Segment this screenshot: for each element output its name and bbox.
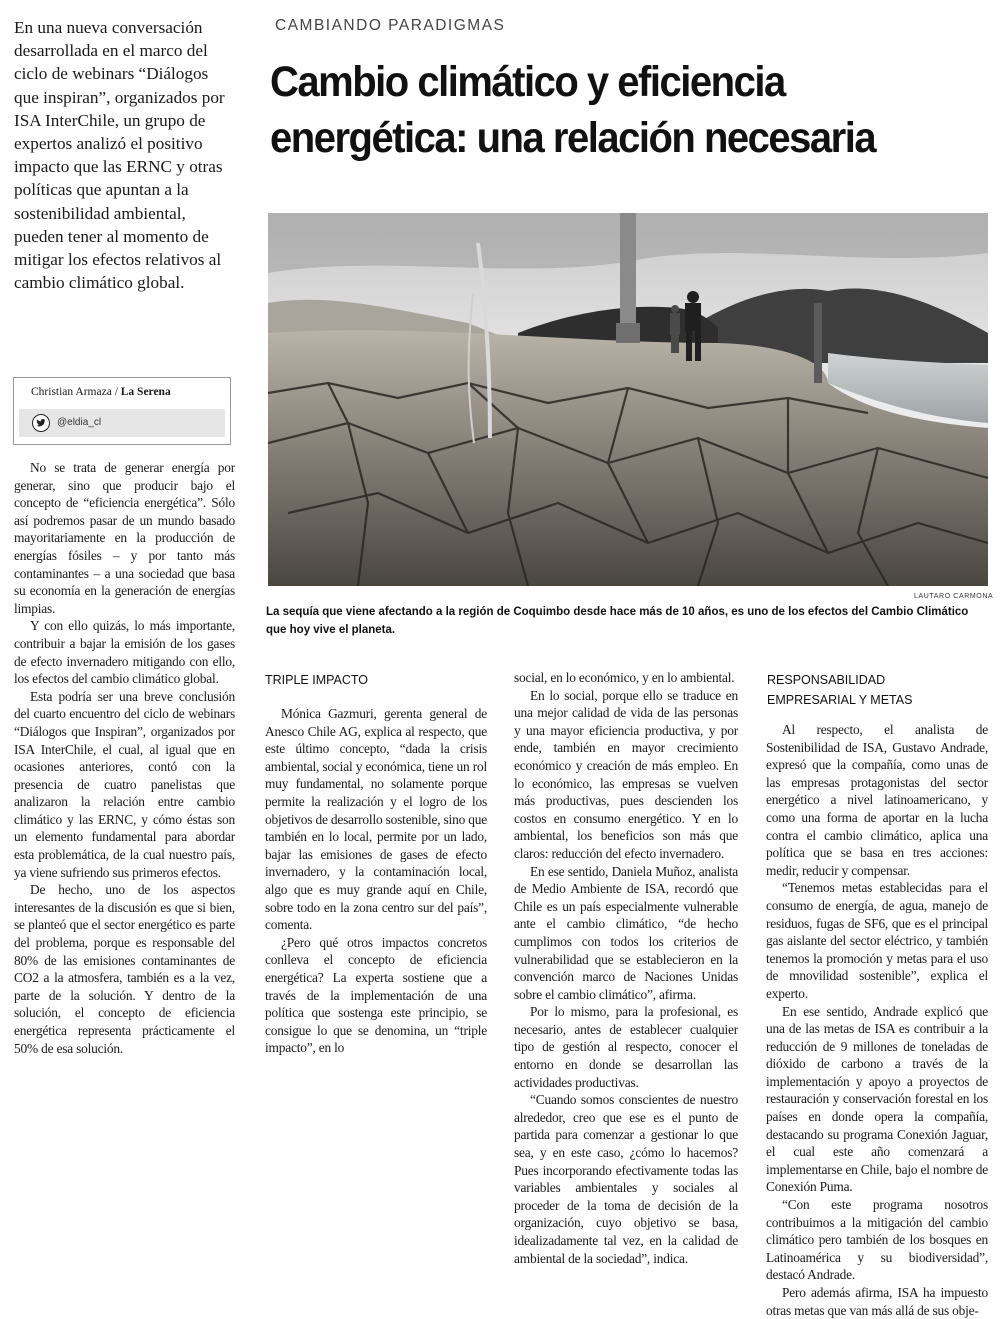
subhead-line: EMPRESARIAL Y METAS [767,693,913,707]
author-name: Christian Armaza [31,386,112,398]
subhead-triple-impacto: TRIPLE IMPACTO [265,673,369,687]
drought-landscape-image [268,213,988,586]
paragraph: Esta podría ser una breve conclusión del cuarto encuentro del ciclo de webinars “Diálogos que Inspiran”, organizados por ISA InterChile, el cual, al igual que en ocasiones anteriores, contó con la presencia de cuatro panelistas que analizaron la relación entre cambio climático y las ERNC, y cómo éstas son un elemento fundamental para abordar esta problemática, de la cual nuestro país, ya viene sufriendo sus primeros efectos. [14,688,235,880]
headline: Cambio climático y eficiencia energética: una relación necesaria [270,58,876,162]
paragraph: “Cuando somos conscientes de nuestro alrededor, creo que ese es el punto de partida para comenzar a gestionar lo que sea, y en este caso, ¿cómo lo hacemos? Pues incorporando efectivamente todas las variables ambientales y sociales al proceder de la toma de decisión de la organización, cuyo objetivo se basa, idealizadamente tal vez, en la calidad de ambiental de la sociedad”, indica. [514,1092,738,1266]
subhead-line: RESPONSABILIDAD [767,673,886,687]
paragraph: Y con ello quizás, lo más importante, contribuir a bajar la emisión de los gases de efecto invernadero mitigando con ello, los efectos del cambio climático global. [14,618,235,687]
byline-author [14,378,230,399]
twitter-handle[interactable]: @eldia_cl [57,417,102,428]
paragraph: “Tenemos metas establecidas para el consumo de energía, de agua, manejo de residuos, fugas de SF6, que es el principal gas aislante del sector eléctrico, y también tenemos la promoción y metas para el uso de mnovilidad sostenible”, explica el experto. [766,880,988,1001]
paragraph: Por lo mismo, para la profesional, es necesario, antes de establecer cualquier tipo de gestión al respecto, conocer el entorno en donde se desarrollan las actividades productivas. [514,1004,738,1090]
intro-text: En una nueva conversación desarrollada en el marco del ciclo de webinars “Diálogos que inspiran”, organizados por ISA InterChile, un grupo de expertos analizó el positivo impacto que las ERNC y otras políticas que apuntan a la sostenibilidad ambiental, pueden tener al momento de mitigar los efectos relativos al cambio climático global. [14,18,225,293]
paragraph: ¿Pero qué otros impactos concretos conlleva el concepto de eficiencia energética? La experta sostiene que a través de la implementación de una política que sostenga este principio, se consigue lo que se denomina, un “triple impacto”, en lo [265,934,487,1056]
paragraph: “Con este programa nosotros contribuimos a la mitigación del cambio climático pero también de los bosques en Latinoamérica y su biodiversidad”, destacó Andrade. [766,1197,988,1283]
author-location: La Serena [120,386,171,398]
article-column-3 [514,669,738,1267]
byline-separator: / [111,386,121,398]
section-kicker: CAMBIANDO PARADIGMAS [275,17,506,34]
byline-box [13,377,231,445]
paragraph: No se trata de generar energía por generar, sino que producir bajo el concepto de “eficiencia energética”. Sólo así podremos pasar de un mundo basado mayoritariamente en la producción de energías fósiles – y por tanto más contaminantes – a una sociedad que basa su economía en la generación de energías limpias. [14,460,235,616]
article-column-2 [265,705,487,1057]
article-photo [268,213,988,586]
photo-caption: La sequía que viene afectando a la región de Coquimbo desde hace más de 10 años, es uno de los efectos del Cambio Climático que hoy vive el planeta. [266,606,969,636]
article-column-1 [14,459,235,1057]
twitter-bar [19,409,225,437]
subhead-responsabilidad [767,670,912,710]
paragraph: De hecho, uno de los aspectos interesantes de la discusión es que si bien, se planteó que el sector energético es parte del problema, porque es responsable del 80% de las emisiones contaminantes de CO2 a la atmosfera, también es a la vez, parte de la solución. Y dentro de la solución, el concepto de eficiencia energética representa prácticamente el 50% de esa solución. [14,882,235,1056]
paragraph: Mónica Gazmuri, gerenta general de Anesco Chile AG, explica al respecto, que este último concepto, “dada la crisis ambiental, social y económica, tiene un rol muy fundamental, no solamente porque permite la realización y el logro de los objetivos de desarrollo sostenible, sino que también en lo local, permite por un lado, bajar las emisiones de gases de efecto invernadero, y la contaminación local, algo que es muy grande aquí en Chile, sobre todo en la zona centro sur del país”, comenta. [265,706,487,933]
intro-lead [14,16,236,294]
twitter-icon[interactable] [32,414,50,432]
paragraph: Pero además afirma, ISA ha impuesto otras metas que van más allá de sus obje- [766,1285,988,1318]
paragraph: Al respecto, el analista de Sostenibilidad de ISA, Gustavo Andrade, expresó que la compañía, como unas de las empresas protagonistas del sector energético a nivel latinoamericano, y como una forma de aportar en la lucha contra el cambio climático, aplica una política que se basa en tres acciones: medir, reducir y compensar. [766,722,988,878]
paragraph: En ese sentido, Daniela Muñoz, analista de Medio Ambiente de ISA, recordó que Chile es un país especialmente vulnerable ante el cambio climático, “de hecho cumplimos con todos los criterios de vulnerabilidad que se establecieron en la convención marco de Naciones Unidas sobre el cambio climático”, afirma. [514,863,738,1002]
photo-credit: LAUTARO CARMONA [914,593,994,600]
paragraph: En ese sentido, Andrade explicó que una de las metas de ISA es contribuir a la reducción de 9 millones de toneladas de dióxido de carbono a través de la implementación y apoyo a proyectos de restauración y conservación forestal en los países en donde opera la compañía, destacando su programa Conexión Jaguar, el cual este año comenzará a implementarse en Chile, bajo el nombre de Conexión Puma. [766,1003,988,1195]
paragraph: social, en lo económico, y en lo ambiental. [514,670,735,685]
paragraph: En lo social, porque ello se traduce en una mejor calidad de vida de las personas y una mayor eficiencia productiva, y por ende, también en mayor crecimiento económico y creación de más empleo. En lo económico, las empresas se vuelven más productivas, pues descienden los costos en consumo energético. Y en lo ambiental, los beneficios son más que claros: reducción del efecto invernadero. [514,687,738,861]
article-column-4 [766,721,988,1319]
